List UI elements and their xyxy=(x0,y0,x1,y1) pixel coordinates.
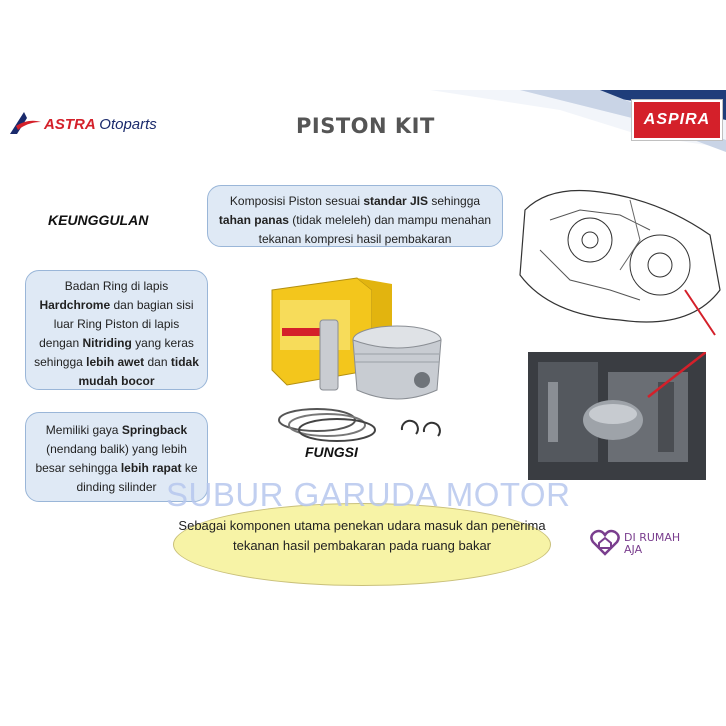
engine-photo-image xyxy=(528,352,706,480)
astra-swoosh-icon xyxy=(8,108,42,138)
ring-bold-3: lebih awet xyxy=(86,355,145,369)
fungsi-oval xyxy=(173,503,551,586)
watermark-text: SUBUR GARUDA MOTOR xyxy=(166,476,571,513)
komposisi-box xyxy=(207,185,503,247)
ring-bold-2: Nitriding xyxy=(82,336,132,350)
komposisi-bold-2: tahan panas xyxy=(218,213,289,227)
komposisi-text-3: (tidak meleleh) dan mampu menahan tekanan kompresi hasil pembakaran xyxy=(258,213,492,246)
ring-text-3: yang keras sehingga xyxy=(34,336,194,369)
astra-otoparts-logo xyxy=(8,108,178,138)
spring-bold-1: Springback xyxy=(121,423,188,437)
ring-coating-box xyxy=(25,270,208,390)
komposisi-bold-1: standar JIS xyxy=(363,194,429,208)
ring-bold-4: tidak mudah bocor xyxy=(78,355,199,388)
heart-house-icon xyxy=(590,528,620,556)
fungsi-text: Sebagai komponen utama penekan udara masuk dan penerima tekanan hasil pembakaran pada ruang bakar xyxy=(178,518,546,553)
ring-bold-1: Hardchrome xyxy=(39,298,111,312)
page-title: PISTON KIT xyxy=(296,114,435,138)
spring-text-1: Memiliki gaya xyxy=(45,423,122,437)
fungsi-heading: FUNGSI xyxy=(305,444,358,460)
keunggulan-heading: KEUNGGULAN xyxy=(48,212,149,228)
aspira-logo: ASPIRA xyxy=(632,100,722,140)
spring-text-3: ke dinding silinder xyxy=(76,461,198,494)
astra-logo-text xyxy=(44,116,157,133)
spring-bold-2: lebih rapat xyxy=(120,461,182,475)
komposisi-text-2: sehingga xyxy=(428,194,481,208)
astra-logo-suffix: Otoparts xyxy=(99,116,157,133)
bottom-margin xyxy=(0,625,726,726)
dirumah-text xyxy=(624,532,680,556)
engine-diagram-image xyxy=(510,180,726,340)
dirumah-line-2: AJA xyxy=(624,543,643,556)
ring-text-2: dan bagian sisi luar Ring Piston di lapis dengan xyxy=(39,298,194,350)
astra-logo-prefix: ASTRA xyxy=(44,116,96,133)
dirumah-line-1: DI RUMAH xyxy=(624,531,681,544)
ring-text-1: Badan Ring di lapis xyxy=(64,279,169,293)
spring-text-2: (nendang balik) yang lebih besar sehingga xyxy=(35,442,187,475)
komposisi-text-1: Komposisi Piston sesuai xyxy=(229,194,364,208)
dirumah-aja-badge xyxy=(590,528,710,568)
ring-text-4: dan xyxy=(144,355,171,369)
piston-kit-image xyxy=(262,270,462,450)
slide xyxy=(0,90,726,625)
